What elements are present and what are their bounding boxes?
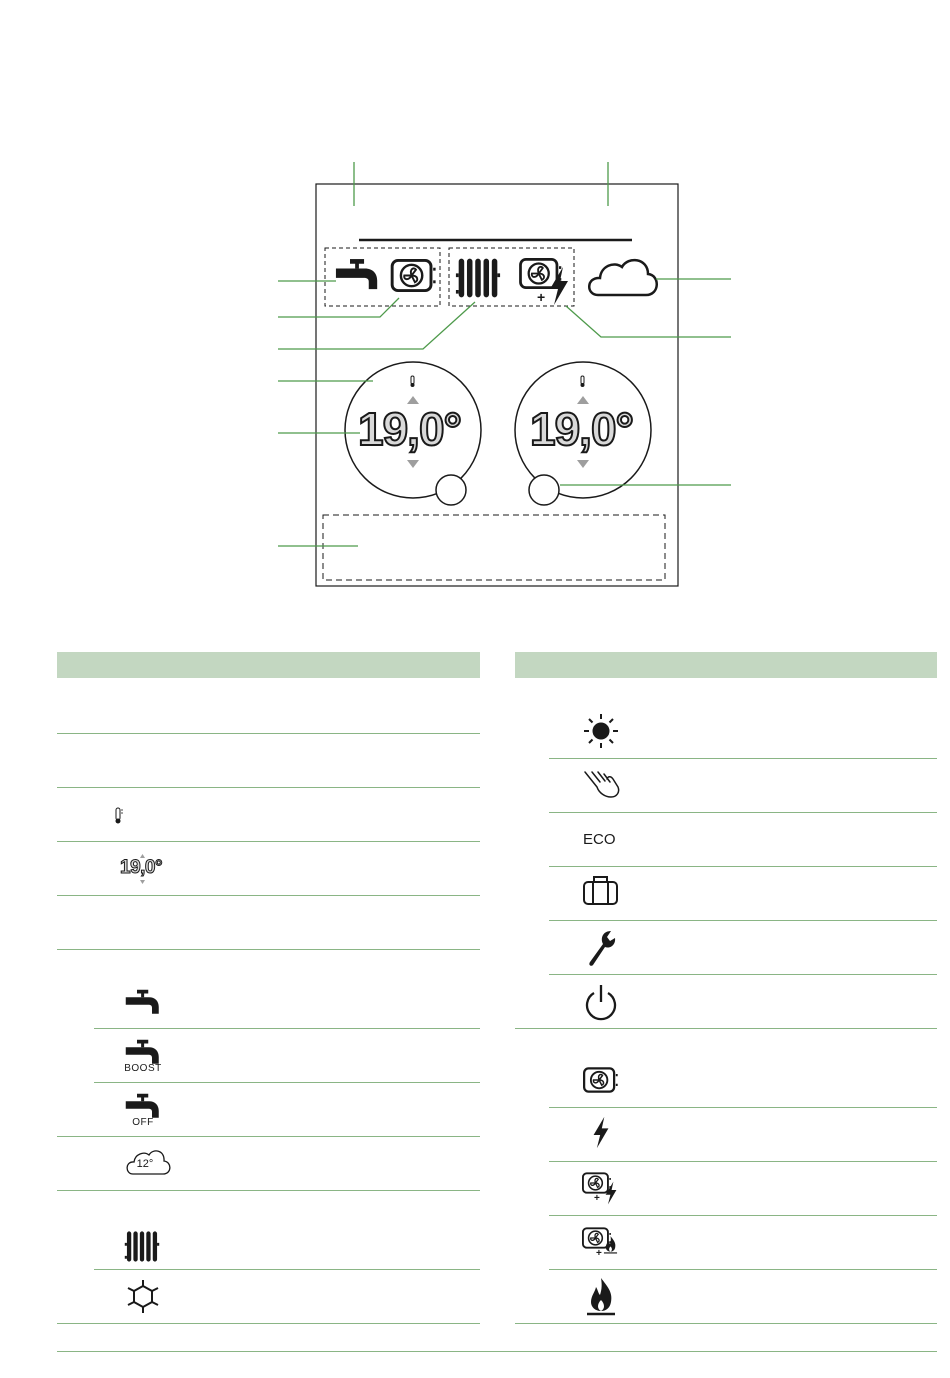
hand-icon <box>585 772 619 797</box>
power-icon <box>587 985 615 1019</box>
temperature-example: 19,0° <box>120 857 163 878</box>
row-divider <box>549 974 937 975</box>
row-divider <box>57 787 480 788</box>
row-divider <box>57 733 480 734</box>
fan-plus-flame-icon <box>583 1228 617 1259</box>
temperature-readout-left: 19,0° <box>358 403 461 455</box>
off-caption: OFF <box>132 1117 154 1128</box>
tap-boost-icon <box>126 1040 159 1064</box>
tap-icon <box>126 990 159 1014</box>
boost-caption: BOOST <box>124 1063 162 1074</box>
row-divider <box>94 1028 480 1029</box>
radiator-icon <box>125 1231 159 1261</box>
lightning-icon <box>594 1117 609 1148</box>
row-divider <box>549 920 937 921</box>
left-table-header <box>57 652 480 678</box>
thermometer-icon <box>116 808 124 824</box>
tap-icon <box>336 259 377 289</box>
down-arrow-icon <box>140 880 145 884</box>
fan-plus-lightning-icon <box>583 1173 616 1204</box>
dial-left-knob[interactable] <box>436 475 466 505</box>
eco-label: ECO <box>583 831 616 848</box>
row-divider <box>549 866 937 867</box>
row-divider <box>94 1082 480 1083</box>
down-arrow-icon[interactable] <box>577 460 589 468</box>
row-divider <box>549 758 937 759</box>
leader-lines <box>278 162 731 546</box>
cloud-icon <box>589 260 657 295</box>
display-frame <box>316 184 678 586</box>
thermometer-icon <box>411 376 415 387</box>
svg-text:+: + <box>596 1248 602 1259</box>
row-divider <box>57 1323 480 1324</box>
row-divider <box>549 1215 937 1216</box>
svg-text:+: + <box>594 1193 600 1204</box>
cloud-temperature-label: 12° <box>136 1158 154 1170</box>
row-divider <box>549 1107 937 1108</box>
bottom-rule <box>57 1351 937 1352</box>
sun-icon <box>584 714 618 748</box>
row-divider <box>515 1323 937 1324</box>
down-arrow-icon[interactable] <box>407 460 419 468</box>
snowflake-icon <box>128 1280 158 1313</box>
wrench-icon <box>589 931 615 966</box>
flame-icon <box>587 1278 615 1314</box>
row-divider <box>94 1269 480 1270</box>
lightning-icon <box>550 267 568 305</box>
radiator-icon <box>456 259 500 298</box>
message-area <box>323 515 665 580</box>
row-divider <box>57 949 480 950</box>
temperature-readout-right: 19,0° <box>530 403 633 455</box>
row-divider <box>549 812 937 813</box>
row-divider <box>515 1028 937 1029</box>
tap-off-icon <box>126 1094 159 1118</box>
row-divider <box>549 1269 937 1270</box>
fan-unit-icon <box>392 260 434 290</box>
row-divider <box>549 1161 937 1162</box>
suitcase-icon <box>584 877 617 904</box>
row-divider <box>57 841 480 842</box>
plus-sign: + <box>537 289 546 305</box>
row-divider <box>57 895 480 896</box>
row-divider <box>57 1190 480 1191</box>
right-table-header <box>515 652 937 678</box>
thermometer-icon <box>581 376 585 387</box>
dial-right-knob[interactable] <box>529 475 559 505</box>
fan-unit-icon <box>584 1068 617 1091</box>
row-divider <box>57 1136 480 1137</box>
